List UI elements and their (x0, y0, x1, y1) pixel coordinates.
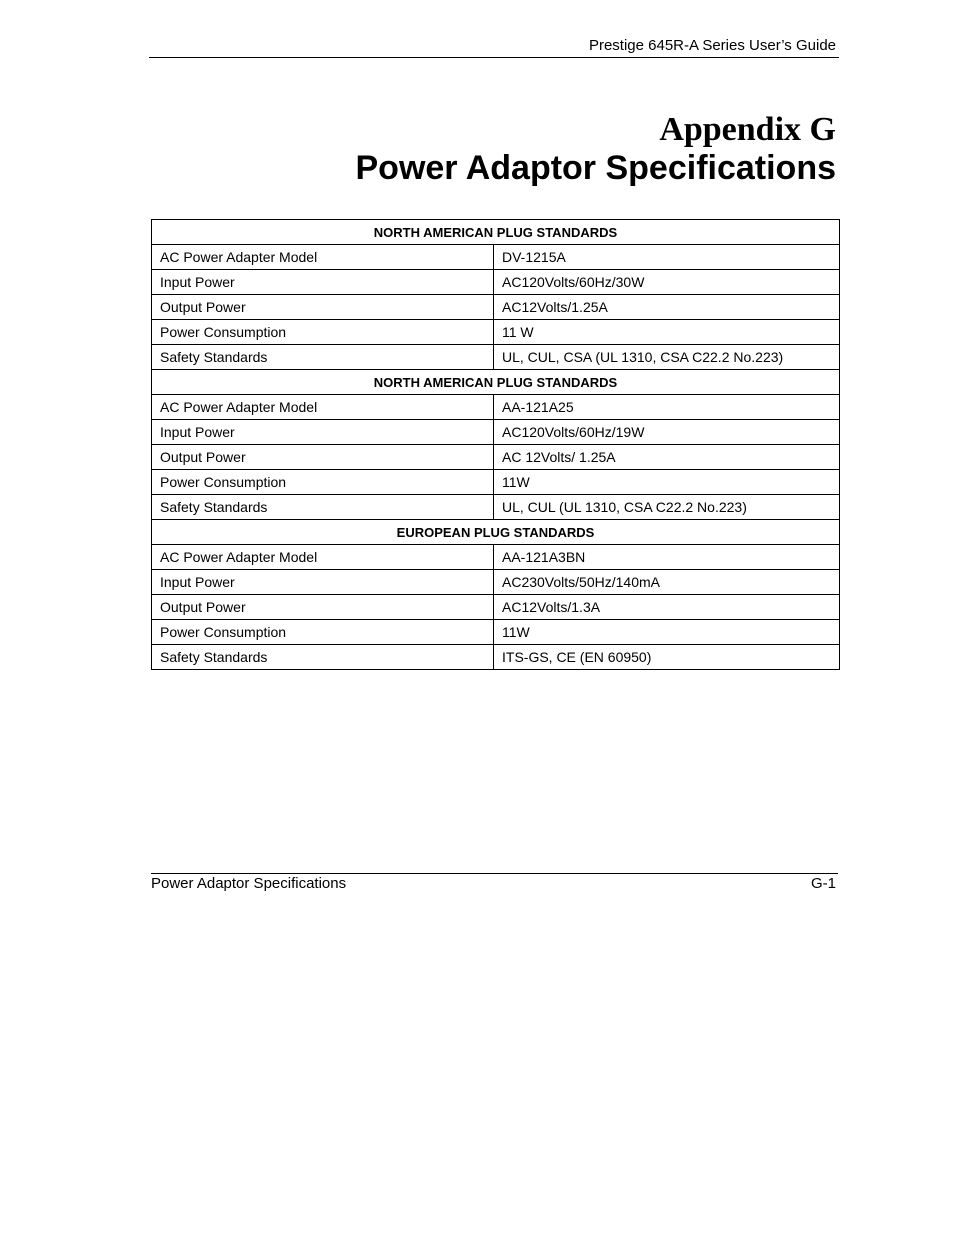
table-row (152, 595, 840, 620)
table-row (152, 445, 840, 470)
spec-label: Output Power (152, 445, 494, 470)
spec-label: Safety Standards (152, 645, 494, 670)
footer-section-title: Power Adaptor Specifications (151, 875, 347, 892)
page-title: Power Adaptor Specifications (355, 149, 836, 187)
table-row (152, 620, 840, 645)
table-row (152, 295, 840, 320)
table-row (152, 320, 840, 345)
table-row (152, 645, 840, 670)
footer-rule (151, 873, 838, 874)
spec-value: AA-121A3BN (494, 545, 840, 570)
spec-value: AC12Volts/1.25A (494, 295, 840, 320)
section-heading: EUROPEAN PLUG STANDARDS (152, 520, 840, 545)
spec-value: AC230Volts/50Hz/140mA (494, 570, 840, 595)
spec-label: AC Power Adapter Model (152, 545, 494, 570)
table-row (152, 570, 840, 595)
table-row (152, 345, 840, 370)
running-header: Prestige 645R-A Series User’s Guide (588, 37, 836, 54)
spec-value: UL, CUL (UL 1310, CSA C22.2 No.223) (494, 495, 840, 520)
table-row (152, 395, 840, 420)
spec-value: AC120Volts/60Hz/19W (494, 420, 840, 445)
spec-value: AC12Volts/1.3A (494, 595, 840, 620)
power-adaptor-spec-table (151, 219, 840, 670)
table-row (152, 495, 840, 520)
spec-label: Input Power (152, 570, 494, 595)
spec-label: Safety Standards (152, 495, 494, 520)
spec-label: Power Consumption (152, 620, 494, 645)
spec-value: UL, CUL, CSA (UL 1310, CSA C22.2 No.223) (494, 345, 840, 370)
header-rule (149, 57, 839, 58)
appendix-title: Appendix G (659, 111, 836, 148)
spec-value: ITS-GS, CE (EN 60950) (494, 645, 840, 670)
spec-value: AC120Volts/60Hz/30W (494, 270, 840, 295)
section-heading: NORTH AMERICAN PLUG STANDARDS (152, 370, 840, 395)
spec-label: AC Power Adapter Model (152, 395, 494, 420)
spec-value: AC 12Volts/ 1.25A (494, 445, 840, 470)
spec-label: Power Consumption (152, 470, 494, 495)
spec-label: Input Power (152, 270, 494, 295)
spec-value: AA-121A25 (494, 395, 840, 420)
spec-label: Input Power (152, 420, 494, 445)
spec-label: AC Power Adapter Model (152, 245, 494, 270)
section-heading: NORTH AMERICAN PLUG STANDARDS (152, 220, 840, 245)
section-heading-row (152, 520, 840, 545)
section-heading-row (152, 220, 840, 245)
spec-label: Power Consumption (152, 320, 494, 345)
section-heading-row (152, 370, 840, 395)
spec-value: 11W (494, 470, 840, 495)
table-row (152, 245, 840, 270)
spec-value: DV-1215A (494, 245, 840, 270)
spec-label: Output Power (152, 295, 494, 320)
table-row (152, 420, 840, 445)
table-row (152, 470, 840, 495)
table-row (152, 270, 840, 295)
spec-value: 11W (494, 620, 840, 645)
spec-label: Output Power (152, 595, 494, 620)
table-row (152, 545, 840, 570)
spec-label: Safety Standards (152, 345, 494, 370)
spec-value: 11 W (494, 320, 840, 345)
page-number: G-1 (810, 875, 836, 892)
